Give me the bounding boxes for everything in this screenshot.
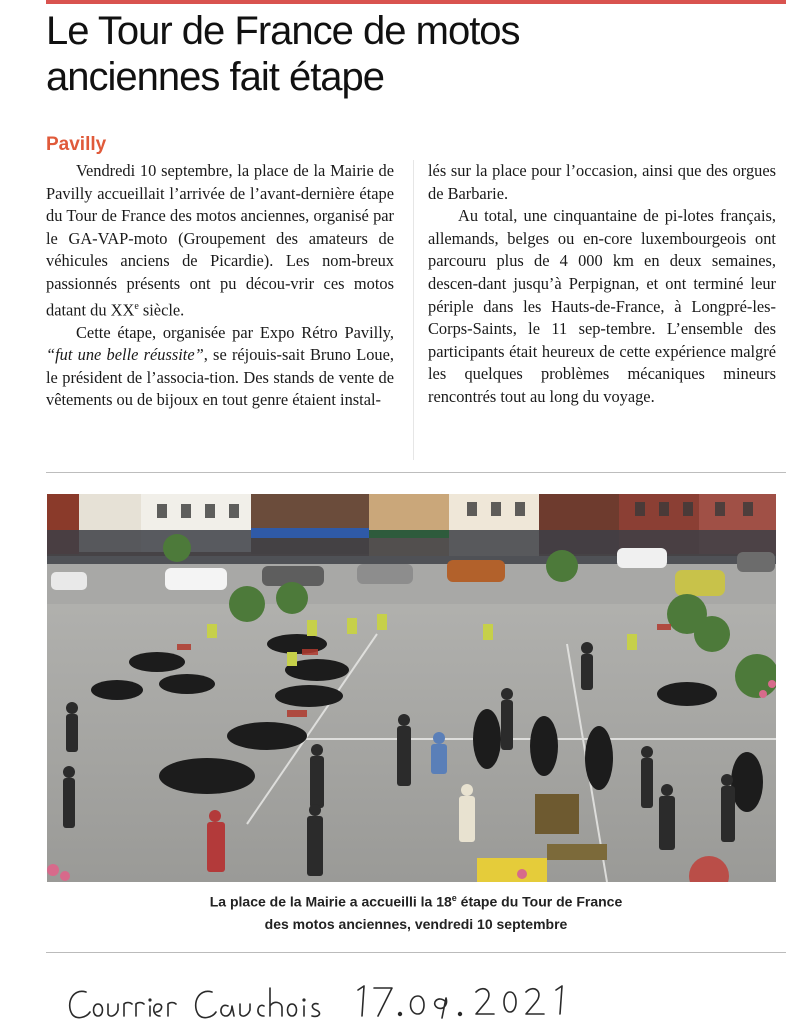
paragraph-4: Au total, une cinquantaine de pi-lotes français, allemands, belges ou en-core luxembourgeois ont parcouru plus de 4 000 km en deux semaines, descen-dant jusqu’à Perpignan, et ont terminé leur périple dans les Hauts-de-France, à Longpré-les-Corps-Saints, le 11 sep-tembre. L’ensemble des participants était heureux de cette expérience malgré les quelques problèmes mécaniques mineurs rencontrés tout au long du voyage. bbox=[428, 206, 776, 406]
caption-line-2: des motos anciennes, vendredi 10 septembre bbox=[264, 915, 568, 932]
column-divider bbox=[413, 160, 414, 460]
article-column-right bbox=[428, 160, 776, 409]
paragraph-2-end: , se réjouis-sait Bruno Loue, le président de l’associa-tion. Des stands de vente de vêtements ou de bijoux en tout genre étaient instal- bbox=[46, 345, 394, 410]
caption-line-1-start: La place de la Mairie a accueilli la 18 bbox=[209, 893, 452, 910]
caption-line-1 bbox=[46, 887, 786, 913]
paragraph-1-text: Vendredi 10 septembre, la place de la Mairie de Pavilly accueillait l’arrivée de l’avant-dernière étape du Tour de France des motos anciennes, organisé par le GA-VAP-moto (Groupement des amateurs de véhicules anciens de Picardie). Les nom-breux passionnés présents ont pu décou-vrir ces motos datant du XX bbox=[46, 161, 394, 320]
photo-illustration bbox=[47, 494, 776, 882]
bottom-rule bbox=[46, 952, 786, 953]
paragraph-2 bbox=[46, 322, 394, 412]
article-headline bbox=[46, 8, 786, 100]
headline-line-2: anciennes fait étape bbox=[46, 55, 385, 99]
location-kicker: Pavilly bbox=[46, 134, 107, 155]
handwritten-source-annotation bbox=[62, 974, 582, 1022]
headline-line-1: Le Tour de France de motos bbox=[46, 9, 520, 53]
paragraph-1 bbox=[46, 160, 394, 322]
article-photo-town-square bbox=[47, 494, 776, 882]
paragraph-2-start: Cette étape, organisée par Expo Rétro Pavilly, bbox=[76, 322, 394, 342]
paragraph-1-end: siècle. bbox=[138, 300, 185, 320]
century-superscript: e bbox=[134, 300, 139, 312]
caption-line-1-end: étape du Tour de France bbox=[456, 893, 623, 910]
paragraph-3: lés sur la place pour l’occasion, ainsi que des orgues de Barbarie. bbox=[428, 161, 776, 203]
caption-superscript: e bbox=[451, 893, 457, 903]
photo-caption bbox=[46, 887, 786, 935]
president-quote: “fut une belle réussite” bbox=[46, 345, 204, 365]
top-accent-rule bbox=[46, 0, 786, 4]
handwritten-signature-drawing bbox=[62, 974, 582, 1022]
article-column-left bbox=[46, 160, 394, 412]
section-rule bbox=[46, 472, 786, 473]
